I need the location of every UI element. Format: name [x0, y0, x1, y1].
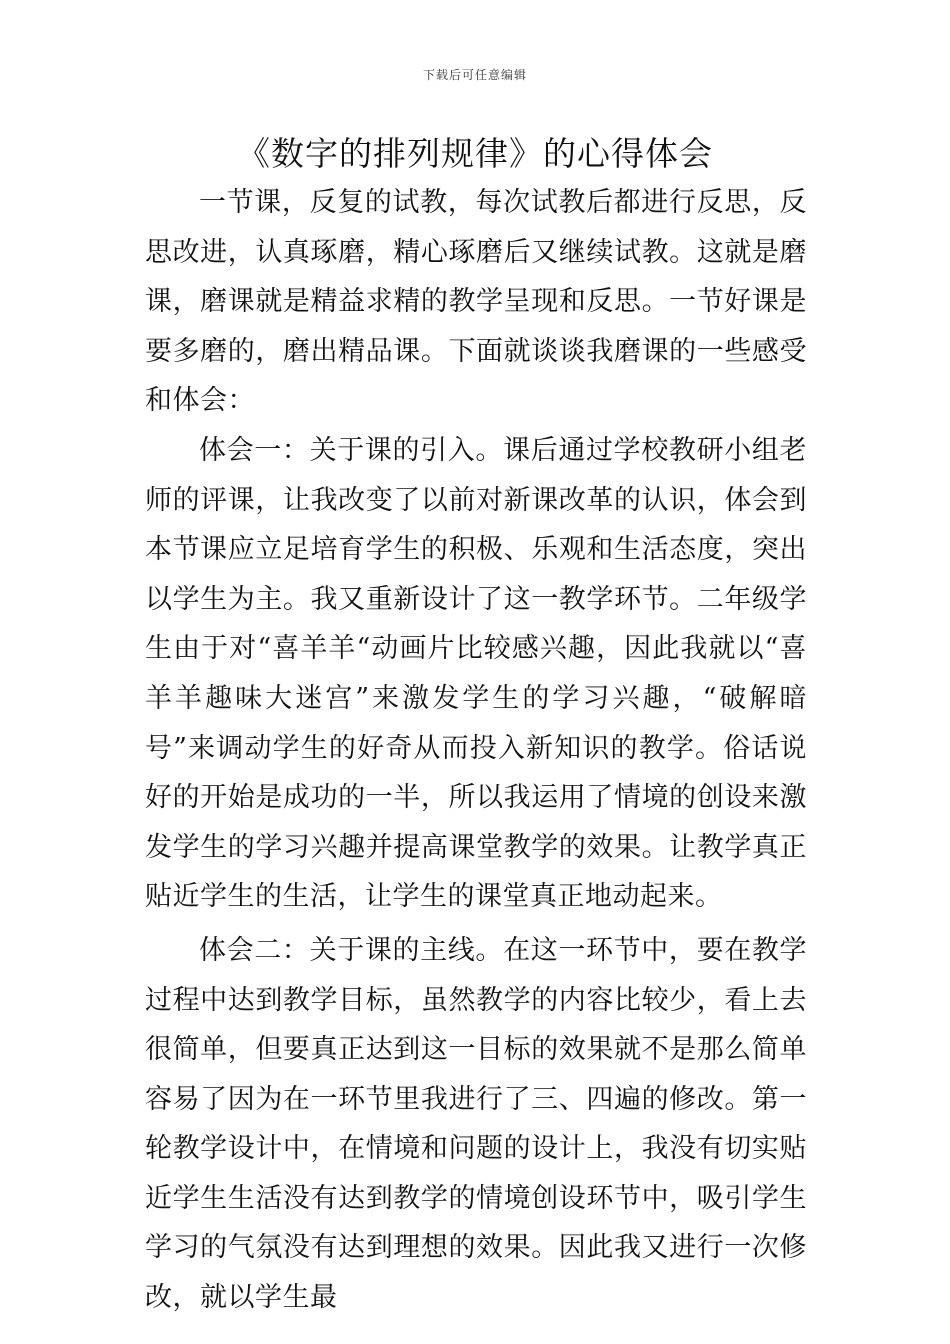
- paragraph-insight-one: 体会一：关于课的引入。课后通过学校教研小组老师的评课，让我改变了以前对新课改革的认识，体会到本节课应立足培育学生的积极、乐观和生活态度，突出以学生为主。我又重新设计了这一教学环节。二年级学生由于对“喜羊羊“动画片比较感兴趣，因此我就以“喜羊羊趣味大迷宫”来激发学生的学习兴趣，“破解暗号”来调动学生的好奇从而投入新知识的教学。俗话说好的开始是成功的一半，所以我运用了情境的创设来激发学生的学习兴趣并提高课堂教学的效果。让教学真正贴近学生的生活，让学生的课堂真正地动起来。: [145, 434, 807, 913]
- paragraph-intro: 一节课，反复的试教，每次试教后都进行反思，反思改进，认真琢磨，精心琢磨后又继续试教。这就是磨课，磨课就是精益求精的教学呈现和反思。一节好课是要多磨的，磨出精品课。下面就谈谈我磨课的一些感受和体会：: [145, 187, 807, 417]
- document-body: [145, 178, 807, 1323]
- paragraph-insight-two: 体会二：关于课的主线。在这一环节中，要在教学过程中达到教学目标，虽然教学的内容比较少，看上去很简单，但要真正达到这一目标的效果就不是那么简单容易了因为在一环节里我进行了三、四遍的修改。第一轮教学设计中，在情境和问题的设计上，我没有切实贴近学生生活没有达到教学的情境创设环节中，吸引学生学习的气氛没有达到理想的效果。因此我又进行一次修改，就以学生最: [145, 934, 807, 1314]
- header-note: 下载后可任意编辑: [422, 68, 527, 82]
- document-title: 《数字的排列规律》的心得体会: [237, 134, 713, 173]
